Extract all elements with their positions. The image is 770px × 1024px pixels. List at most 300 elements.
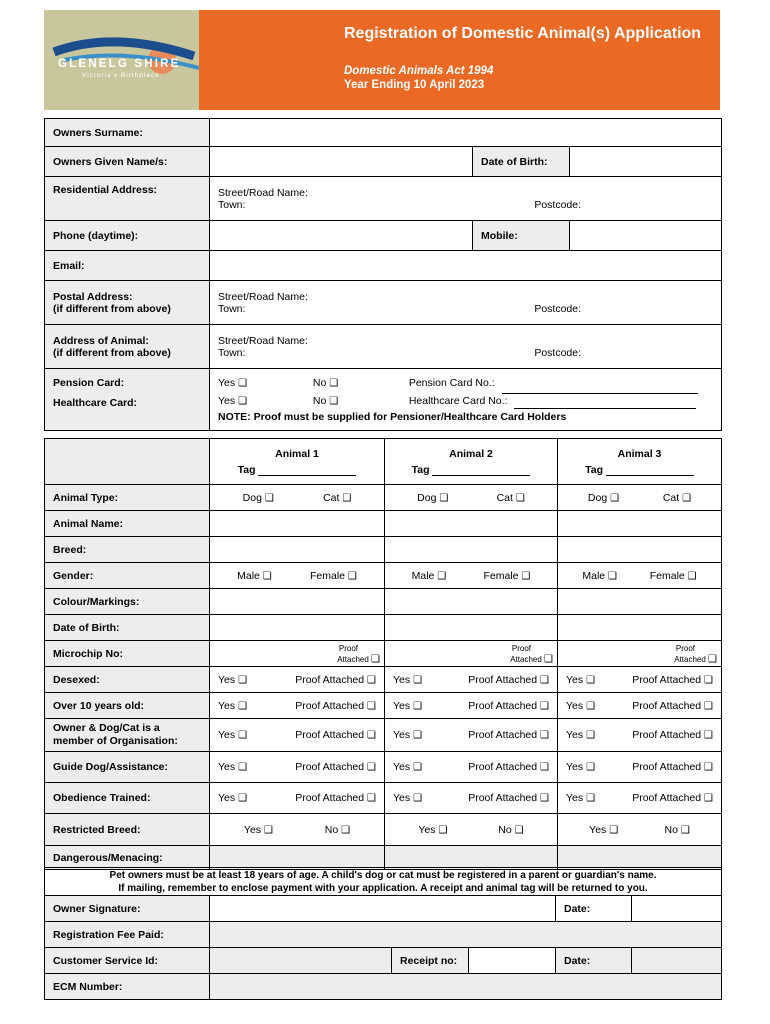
- animal-1-restricted[interactable]: [210, 814, 385, 846]
- proof-attached-label: Proof Attached: [468, 792, 538, 804]
- checkbox-icon: ❑: [704, 762, 713, 773]
- animal-2-organisation[interactable]: [385, 719, 558, 752]
- male-label: Male: [237, 569, 260, 582]
- restricted-breed-label: Restricted Breed:: [45, 814, 210, 846]
- card-fields: [210, 369, 722, 431]
- animal-2-dob-field[interactable]: [385, 615, 558, 641]
- animal-2-colour-field[interactable]: [385, 589, 558, 615]
- guide-dog-label: Guide Dog/Assistance:: [45, 752, 210, 783]
- yes-checkbox[interactable]: [566, 761, 595, 773]
- animal-1-tag-field[interactable]: [258, 465, 356, 476]
- proof-attached-label: Proof Attached: [632, 792, 702, 804]
- organisation-label-line2: member of Organisation:: [53, 735, 178, 747]
- logo-tagline: Victoria's Birthplace: [82, 72, 160, 79]
- animals-table: [44, 438, 722, 870]
- cat-checkbox[interactable]: [497, 492, 525, 504]
- notice-line-2: If mailing, remember to enclose payment with your application. A receipt and animal tag will be returned to you.: [118, 882, 648, 894]
- animal-1-microchip-field[interactable]: [210, 641, 385, 667]
- postal-address-subtitle: (if different from above): [53, 302, 171, 315]
- checkbox-icon: ❑: [413, 674, 423, 686]
- ecm-number-label: ECM Number:: [45, 974, 210, 1000]
- residential-address-label: Residential Address:: [45, 177, 210, 221]
- animal-3-header: [558, 439, 722, 485]
- checkbox-icon: ❑: [329, 396, 339, 407]
- dog-label: Dog: [417, 491, 437, 504]
- yes-label: Yes: [418, 823, 436, 836]
- animal-3-tag-field[interactable]: [606, 465, 694, 476]
- yes-label: Yes: [218, 792, 236, 804]
- yes-label: Yes: [218, 377, 236, 389]
- owners-given-name-label: Owners Given Name/s:: [45, 147, 210, 177]
- checkbox-icon: ❑: [521, 570, 531, 582]
- proof-attached-checkbox[interactable]: [295, 761, 376, 773]
- yes-label: Yes: [218, 395, 236, 407]
- animal-1-organisation[interactable]: [210, 719, 385, 752]
- proof-attached-label: Proof Attached: [632, 673, 702, 686]
- yes-checkbox[interactable]: [244, 824, 273, 836]
- animal-address-label: [45, 325, 210, 369]
- yes-checkbox[interactable]: [218, 761, 247, 773]
- animal-3-type[interactable]: [558, 485, 722, 511]
- yes-label: Yes: [393, 792, 411, 804]
- checkbox-icon: ❑: [413, 730, 423, 741]
- animal-1-type[interactable]: [210, 485, 385, 511]
- date-of-birth-field[interactable]: [570, 147, 722, 177]
- year-subtitle: Year Ending 10 April 2023: [344, 79, 485, 91]
- microchip-label: Microchip No:: [45, 641, 210, 667]
- yes-label: Yes: [393, 761, 411, 773]
- dog-checkbox[interactable]: [243, 492, 274, 504]
- yes-label: Yes: [566, 792, 584, 804]
- checkbox-icon: ❑: [262, 570, 272, 582]
- notice-line-1: Pet owners must be at least 18 years of age. A child's dog or cat must be registered in a parent or guardian's name.: [109, 869, 657, 881]
- office-date-field[interactable]: [632, 948, 722, 974]
- yes-checkbox[interactable]: [393, 700, 422, 712]
- over-10-years-label: Over 10 years old:: [45, 693, 210, 719]
- dog-label: Dog: [242, 491, 262, 504]
- tag-label: Tag: [585, 463, 603, 476]
- checkbox-icon: ❑: [680, 824, 690, 836]
- proof-attached-checkbox[interactable]: [468, 761, 549, 773]
- obedience-trained-label: Obedience Trained:: [45, 783, 210, 814]
- customer-service-id-field[interactable]: [210, 948, 392, 974]
- no-checkbox[interactable]: [665, 824, 690, 836]
- female-label: Female: [649, 569, 685, 582]
- checkbox-icon: ❑: [367, 793, 376, 804]
- female-label: Female: [309, 569, 345, 582]
- breed-label: Breed:: [45, 537, 210, 563]
- animal-1-header: [210, 439, 385, 485]
- proof-attached-checkbox[interactable]: [632, 674, 713, 686]
- checkbox-icon: ❑: [341, 824, 351, 836]
- owners-surname-label: Owners Surname:: [45, 119, 210, 147]
- proof-attached-checkbox[interactable]: [632, 700, 713, 712]
- yes-label: Yes: [218, 699, 236, 712]
- proof-attached-checkbox[interactable]: [468, 792, 549, 804]
- act-subtitle: Domestic Animals Act 1994: [344, 65, 494, 77]
- yes-checkbox[interactable]: [218, 674, 247, 686]
- no-label: No: [312, 377, 327, 389]
- owner-signature-field[interactable]: [210, 896, 556, 922]
- town-label: Town:: [218, 346, 246, 359]
- animal-2-type[interactable]: [385, 485, 558, 511]
- desexed-label: Desexed:: [45, 667, 210, 693]
- checkbox-icon: ❑: [515, 492, 525, 504]
- checkbox-icon: ❑: [540, 700, 549, 712]
- yes-checkbox[interactable]: [566, 700, 595, 712]
- colour-markings-label: Colour/Markings:: [45, 589, 210, 615]
- animal-address-title: Address of Animal:: [53, 334, 149, 347]
- checkbox-icon: ❑: [586, 762, 596, 773]
- no-checkbox[interactable]: [325, 824, 350, 836]
- yes-checkbox[interactable]: [566, 674, 595, 686]
- proof-attached-label: Proof Attached: [632, 729, 702, 741]
- yes-label: Yes: [566, 761, 584, 773]
- proof-attached-checkbox[interactable]: [468, 674, 549, 686]
- healthcare-card-label: Healthcare Card:: [53, 397, 138, 409]
- animal-1-over10[interactable]: [210, 693, 385, 719]
- animal-2-microchip-field[interactable]: [385, 641, 558, 667]
- animal-1-guide[interactable]: [210, 752, 385, 783]
- animal-1-dangerous[interactable]: [210, 846, 385, 870]
- proof-attached-checkbox[interactable]: [632, 761, 713, 773]
- no-checkbox[interactable]: [498, 824, 523, 836]
- proof-attached-label: Proof Attached: [295, 761, 365, 773]
- checkbox-icon: ❑: [238, 674, 248, 686]
- dog-label: Dog: [587, 491, 608, 504]
- animal-2-tag-field[interactable]: [432, 465, 530, 476]
- animal-2-gender[interactable]: [385, 563, 558, 589]
- email-field[interactable]: [210, 251, 722, 281]
- checkbox-icon: ❑: [586, 730, 596, 741]
- proof-attached-checkbox[interactable]: [295, 674, 376, 686]
- no-label: No: [664, 823, 678, 836]
- checkbox-icon: ❑: [238, 730, 248, 741]
- attached-label: Attached: [674, 654, 706, 664]
- street-label: Street/Road Name:: [218, 290, 308, 303]
- yes-label: Yes: [566, 729, 584, 741]
- checkbox-icon: ❑: [413, 762, 423, 773]
- checkbox-icon: ❑: [439, 492, 449, 504]
- proof-attached-label: Proof Attached: [468, 699, 538, 712]
- yes-checkbox[interactable]: [418, 824, 447, 836]
- animal-3-title: Animal 3: [617, 447, 662, 460]
- mobile-field[interactable]: [570, 221, 722, 251]
- organisation-label: [45, 719, 210, 752]
- checkbox-icon: ❑: [347, 570, 357, 582]
- eligibility-notice: [45, 868, 722, 896]
- registration-fee-field[interactable]: [210, 922, 722, 948]
- animal-1-obedience[interactable]: [210, 783, 385, 814]
- date-of-birth-label: Date of Birth:: [473, 147, 570, 177]
- customer-service-id-label: Customer Service Id:: [45, 948, 210, 974]
- animal-1-desexed[interactable]: [210, 667, 385, 693]
- female-checkbox[interactable]: [650, 570, 697, 582]
- cat-label: Cat: [496, 491, 513, 504]
- pension-card-label: Pension Card:: [53, 377, 125, 389]
- logo-name: GLENELG SHIRE: [58, 58, 181, 70]
- attached-label: Attached: [337, 654, 369, 664]
- animal-3-desexed[interactable]: [558, 667, 722, 693]
- yes-checkbox[interactable]: [218, 792, 247, 804]
- male-checkbox[interactable]: [237, 570, 272, 582]
- proof-attached-checkbox[interactable]: [295, 729, 376, 741]
- cat-label: Cat: [323, 491, 340, 504]
- proof-attached-checkbox[interactable]: [295, 792, 376, 804]
- animal-1-title: Animal 1: [275, 447, 319, 460]
- mobile-label: Mobile:: [473, 221, 570, 251]
- proof-label: Proof: [511, 643, 531, 653]
- postal-address-label: [45, 281, 210, 325]
- checkbox-icon[interactable]: ❑: [544, 653, 553, 665]
- pension-yes-checkbox[interactable]: [218, 373, 310, 394]
- proof-attached-label: Proof Attached: [295, 699, 365, 712]
- animal-3-colour-field[interactable]: [558, 589, 722, 615]
- male-label: Male: [582, 569, 606, 582]
- office-date-label: Date:: [556, 948, 632, 974]
- animal-1-name-field[interactable]: [210, 511, 385, 537]
- proof-attached-checkbox[interactable]: [468, 700, 549, 712]
- proof-attached-label: Proof Attached: [468, 673, 538, 686]
- checkbox-icon: ❑: [540, 762, 549, 773]
- animal-name-label: Animal Name:: [45, 511, 210, 537]
- pension-card-no-field[interactable]: [502, 381, 698, 394]
- office-use-table: [44, 867, 722, 1000]
- town-label: Town:: [218, 302, 246, 315]
- checkbox-icon: ❑: [704, 674, 713, 686]
- cat-checkbox[interactable]: [323, 492, 351, 504]
- street-label: Street/Road Name:: [218, 186, 308, 199]
- male-checkbox[interactable]: [582, 570, 617, 582]
- female-label: Female: [483, 569, 519, 582]
- checkbox-icon: ❑: [342, 492, 352, 504]
- animal-3-over10[interactable]: [558, 693, 722, 719]
- yes-checkbox[interactable]: [393, 761, 422, 773]
- animal-1-breed-field[interactable]: [210, 537, 385, 563]
- registration-fee-label: Registration Fee Paid:: [45, 922, 210, 948]
- yes-checkbox[interactable]: [393, 729, 422, 741]
- animal-2-desexed[interactable]: [385, 667, 558, 693]
- animal-2-obedience[interactable]: [385, 783, 558, 814]
- yes-label: Yes: [218, 673, 236, 686]
- postcode-label: Postcode:: [534, 302, 582, 315]
- animal-3-name-field[interactable]: [558, 511, 722, 537]
- checkbox-icon: ❑: [687, 570, 697, 582]
- checkbox-icon: ❑: [704, 793, 713, 804]
- animal-3-organisation[interactable]: [558, 719, 722, 752]
- male-label: Male: [411, 569, 435, 582]
- page-title: Registration of Domestic Animal(s) Application: [344, 25, 702, 42]
- animal-3-breed-field[interactable]: [558, 537, 722, 563]
- animals-corner: [45, 439, 210, 485]
- proof-attached-label: Proof Attached: [295, 729, 365, 741]
- healthcare-card-no-field[interactable]: [514, 396, 696, 409]
- animal-2-header: [385, 439, 558, 485]
- checkbox-icon: ❑: [329, 378, 339, 389]
- form-header: [44, 10, 720, 110]
- proof-attached-checkbox[interactable]: [468, 729, 549, 741]
- healthcare-no-checkbox[interactable]: [313, 394, 406, 409]
- yes-checkbox[interactable]: [218, 729, 247, 741]
- ecm-number-field[interactable]: [210, 974, 722, 1000]
- cat-label: Cat: [662, 491, 680, 504]
- proof-attached-label: Proof Attached: [468, 761, 538, 773]
- checkbox-icon: ❑: [367, 730, 376, 741]
- proof-attached-checkbox[interactable]: [632, 729, 713, 741]
- owners-given-name-field[interactable]: [210, 147, 473, 177]
- street-label: Street/Road Name:: [218, 334, 308, 347]
- checkbox-icon: ❑: [413, 793, 423, 804]
- title-banner: [199, 10, 720, 110]
- checkbox-icon: ❑: [413, 700, 423, 712]
- email-label: Email:: [45, 251, 210, 281]
- proof-label: Proof: [338, 643, 358, 653]
- postal-address-field[interactable]: [210, 281, 722, 325]
- proof-label: Proof: [675, 643, 695, 653]
- animal-1-gender[interactable]: [210, 563, 385, 589]
- checkbox-icon: ❑: [586, 700, 596, 712]
- proof-attached-label: Proof Attached: [295, 673, 365, 686]
- checkbox-icon[interactable]: ❑: [371, 653, 380, 665]
- female-checkbox[interactable]: [483, 570, 530, 582]
- checkbox-icon: ❑: [367, 762, 376, 773]
- checkbox-icon: ❑: [586, 793, 596, 804]
- female-checkbox[interactable]: [310, 570, 357, 582]
- checkbox-icon: ❑: [238, 793, 248, 804]
- animal-3-restricted[interactable]: [558, 814, 722, 846]
- animal-3-obedience[interactable]: [558, 783, 722, 814]
- yes-checkbox[interactable]: [566, 729, 595, 741]
- dangerous-menacing-label: Dangerous/Menacing:: [45, 846, 210, 870]
- checkbox-icon: ❑: [238, 762, 248, 773]
- checkbox-icon: ❑: [586, 674, 596, 686]
- yes-label: Yes: [243, 823, 262, 836]
- dog-checkbox[interactable]: [417, 492, 448, 504]
- pension-no-checkbox[interactable]: [313, 373, 406, 394]
- proof-attached-label: Proof Attached: [468, 729, 538, 741]
- dog-checkbox[interactable]: [588, 492, 619, 504]
- male-checkbox[interactable]: [412, 570, 447, 582]
- glenelg-shire-logo: [44, 10, 199, 110]
- yes-checkbox[interactable]: [393, 674, 422, 686]
- checkbox-icon: ❑: [540, 674, 549, 686]
- animal-2-name-field[interactable]: [385, 511, 558, 537]
- animal-address-subtitle: (if different from above): [53, 346, 171, 359]
- pension-card-no-label: Pension Card No.:: [408, 377, 495, 389]
- no-label: No: [498, 823, 512, 836]
- receipt-no-field[interactable]: [469, 948, 556, 974]
- checkbox-icon: ❑: [238, 378, 248, 389]
- yes-label: Yes: [566, 699, 584, 712]
- owner-signature-label: Owner Signature:: [45, 896, 210, 922]
- postcode-label: Postcode:: [534, 346, 582, 359]
- checkbox-icon: ❑: [540, 793, 549, 804]
- animal-3-guide[interactable]: [558, 752, 722, 783]
- yes-label: Yes: [218, 761, 236, 773]
- yes-label: Yes: [393, 729, 411, 741]
- checkbox-icon: ❑: [514, 824, 524, 836]
- yes-checkbox[interactable]: [589, 824, 618, 836]
- animal-2-dangerous[interactable]: [385, 846, 558, 870]
- yes-label: Yes: [393, 699, 411, 712]
- phone-daytime-field[interactable]: [210, 221, 473, 251]
- animal-3-gender[interactable]: [558, 563, 722, 589]
- healthcare-card-no-label: Healthcare Card No.:: [408, 395, 508, 407]
- checkbox-icon: ❑: [437, 570, 447, 582]
- checkbox-icon: ❑: [704, 730, 713, 741]
- animal-2-restricted[interactable]: [385, 814, 558, 846]
- healthcare-yes-checkbox[interactable]: [218, 394, 310, 409]
- animal-1-colour-field[interactable]: [210, 589, 385, 615]
- card-labels: [45, 369, 210, 431]
- no-label: No: [324, 823, 339, 836]
- attached-label: Attached: [510, 654, 542, 664]
- animal-2-over10[interactable]: [385, 693, 558, 719]
- organisation-label-line1: Owner & Dog/Cat is a: [53, 722, 160, 734]
- gender-label: Gender:: [45, 563, 210, 589]
- checkbox-icon: ❑: [238, 700, 248, 712]
- checkbox-icon: ❑: [367, 674, 376, 686]
- animal-3-dangerous[interactable]: [558, 846, 722, 870]
- proof-note: NOTE: Proof must be supplied for Pensioner/Healthcare Card Holders: [218, 411, 567, 423]
- proof-attached-checkbox[interactable]: [632, 792, 713, 804]
- yes-label: Yes: [393, 673, 411, 686]
- receipt-no-label: Receipt no:: [392, 948, 469, 974]
- proof-attached-label: Proof Attached: [632, 761, 702, 773]
- animal-2-title: Animal 2: [449, 447, 493, 460]
- checkbox-icon: ❑: [682, 492, 692, 504]
- animal-3-microchip-field[interactable]: [558, 641, 722, 667]
- tag-label: Tag: [237, 463, 256, 476]
- postal-address-title: Postal Address:: [53, 290, 133, 303]
- proof-attached-label: Proof Attached: [632, 699, 702, 712]
- cat-checkbox[interactable]: [663, 492, 691, 504]
- yes-label: Yes: [566, 673, 584, 686]
- yes-checkbox[interactable]: [566, 792, 595, 804]
- animal-2-guide[interactable]: [385, 752, 558, 783]
- signature-date-label: Date:: [556, 896, 632, 922]
- yes-label: Yes: [218, 729, 236, 741]
- animal-address-field[interactable]: [210, 325, 722, 369]
- signature-date-field[interactable]: [632, 896, 722, 922]
- checkbox-icon: ❑: [609, 824, 619, 836]
- phone-daytime-label: Phone (daytime):: [45, 221, 210, 251]
- yes-checkbox[interactable]: [393, 792, 422, 804]
- animal-dob-label: Date of Birth:: [45, 615, 210, 641]
- owners-surname-field[interactable]: [210, 119, 722, 147]
- animal-type-label: Animal Type:: [45, 485, 210, 511]
- checkbox-icon: ❑: [263, 824, 273, 836]
- proof-attached-label: Proof Attached: [295, 792, 365, 804]
- checkbox-icon: ❑: [238, 396, 248, 407]
- yes-checkbox[interactable]: [218, 700, 247, 712]
- tag-label: Tag: [411, 463, 430, 476]
- postcode-label: Postcode:: [534, 198, 582, 211]
- checkbox-icon: ❑: [610, 492, 620, 504]
- yes-label: Yes: [589, 823, 607, 836]
- owner-details-table: [44, 118, 722, 431]
- checkbox-icon: ❑: [608, 570, 618, 582]
- no-label: No: [312, 395, 327, 407]
- checkbox-icon: ❑: [540, 730, 549, 741]
- checkbox-icon: ❑: [704, 700, 713, 712]
- animal-2-breed-field[interactable]: [385, 537, 558, 563]
- animal-1-dob-field[interactable]: [210, 615, 385, 641]
- animal-3-dob-field[interactable]: [558, 615, 722, 641]
- proof-attached-checkbox[interactable]: [295, 700, 376, 712]
- residential-address-field[interactable]: [210, 177, 722, 221]
- checkbox-icon[interactable]: ❑: [708, 653, 717, 665]
